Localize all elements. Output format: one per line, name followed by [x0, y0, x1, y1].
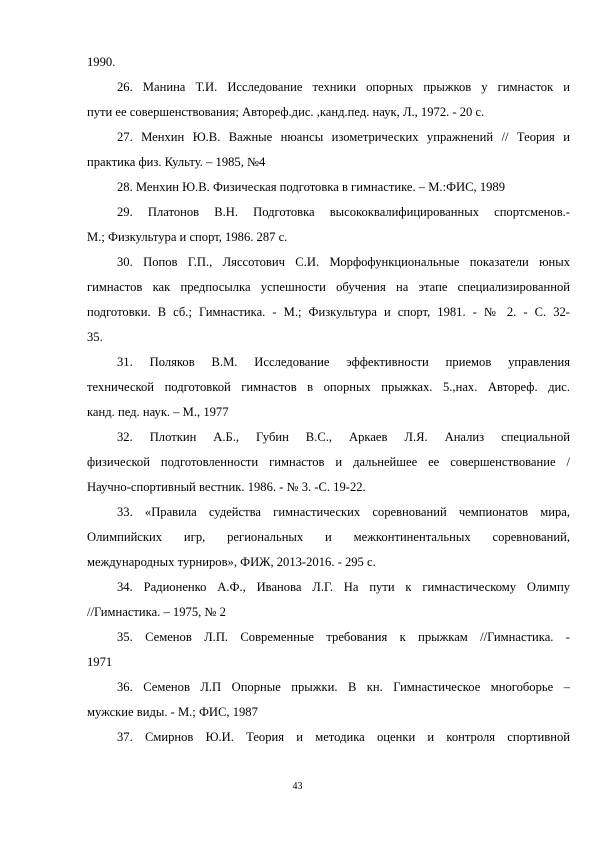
continuation-line: 1990. — [87, 55, 116, 69]
reference-27-continuation: практика физ. Культу. – 1985, №4 — [87, 155, 266, 169]
reference-36-continuation: мужские виды. - М.; ФИС, 1987 — [87, 705, 258, 719]
reference-29-first-line: 29. Платонов В.Н. Подготовка высококвалифицированных спортсменов.- — [117, 205, 570, 219]
reference-31-continuation: технической подготовкой гимнастов в опорных прыжках. 5.,нах. Автореф. дис. — [87, 380, 570, 394]
reference-28-first-line: 28. Менхин Ю.В. Физическая подготовка в гимнастике. – М.:ФИС, 1989 — [117, 180, 506, 194]
reference-26-continuation: пути ее совершенствования; Автореф.дис. ,канд.пед. наук, Л., 1972. - 20 с. — [87, 105, 485, 119]
reference-34-first-line: 34. Радионенко А.Ф., Иванова Л.Г. На пути к гимнастическому Олимпу — [117, 580, 570, 594]
reference-29-continuation: М.; Физкультура и спорт, 1986. 287 с. — [87, 230, 288, 244]
reference-30-first-line: 30. Попов Г.П., Ляссотович С.И. Морфофункциональные показатели юных — [117, 255, 570, 269]
reference-35-first-line: 35. Семенов Л.П. Современные требования к прыжкам //Гимнастика. - — [117, 630, 570, 644]
reference-33-continuation: международных турниров», ФИЖ, 2013-2016. - 295 с. — [87, 555, 376, 569]
reference-30-continuation: гимнастов как предпосылка успешности обучения на этапе специализированной — [87, 280, 570, 294]
reference-26-first-line: 26. Манина Т.И. Исследование техники опорных прыжков у гимнасток и — [117, 80, 570, 94]
reference-37-first-line: 37. Смирнов Ю.И. Теория и методика оценки и контроля спортивной — [117, 730, 570, 744]
reference-33-first-line: 33. «Правила судейства гимнастических соревнований чемпионатов мира, — [117, 505, 570, 519]
reference-30-continuation: 35. — [87, 330, 103, 344]
reference-32-continuation: физической подготовленности гимнастов и дальнейшее ее совершенствование / — [87, 455, 570, 469]
reference-30-continuation: подготовки. В сб.; Гимнастика. - М.; Физкультура и спорт, 1981. - № 2. - С. 32- — [87, 305, 570, 319]
reference-27-first-line: 27. Менхин Ю.В. Важные нюансы изометрических упражнений // Теория и — [117, 130, 570, 144]
reference-31-first-line: 31. Поляков В.М. Исследование эффективности приемов управления — [117, 355, 570, 369]
reference-32-first-line: 32. Плоткин А.Б., Губин В.С., Аркаев Л.Я. Анализ специальной — [117, 430, 570, 444]
page-number: 43 — [292, 781, 303, 792]
reference-33-continuation: Олимпийских игр, региональных и межконтинентальных соревнований, — [87, 530, 570, 544]
reference-31-continuation: канд. пед. наук. – М., 1977 — [87, 405, 229, 419]
reference-35-continuation: 1971 — [87, 655, 113, 669]
reference-32-continuation: Научно-спортивный вестник. 1986. - № 3. -С. 19-22. — [87, 480, 366, 494]
reference-36-first-line: 36. Семенов Л.П Опорные прыжки. В кн. Гимнастическое многоборье – — [117, 680, 570, 694]
reference-34-continuation: //Гимнастика. – 1975, № 2 — [87, 605, 226, 619]
bibliography-page — [87, 50, 570, 750]
